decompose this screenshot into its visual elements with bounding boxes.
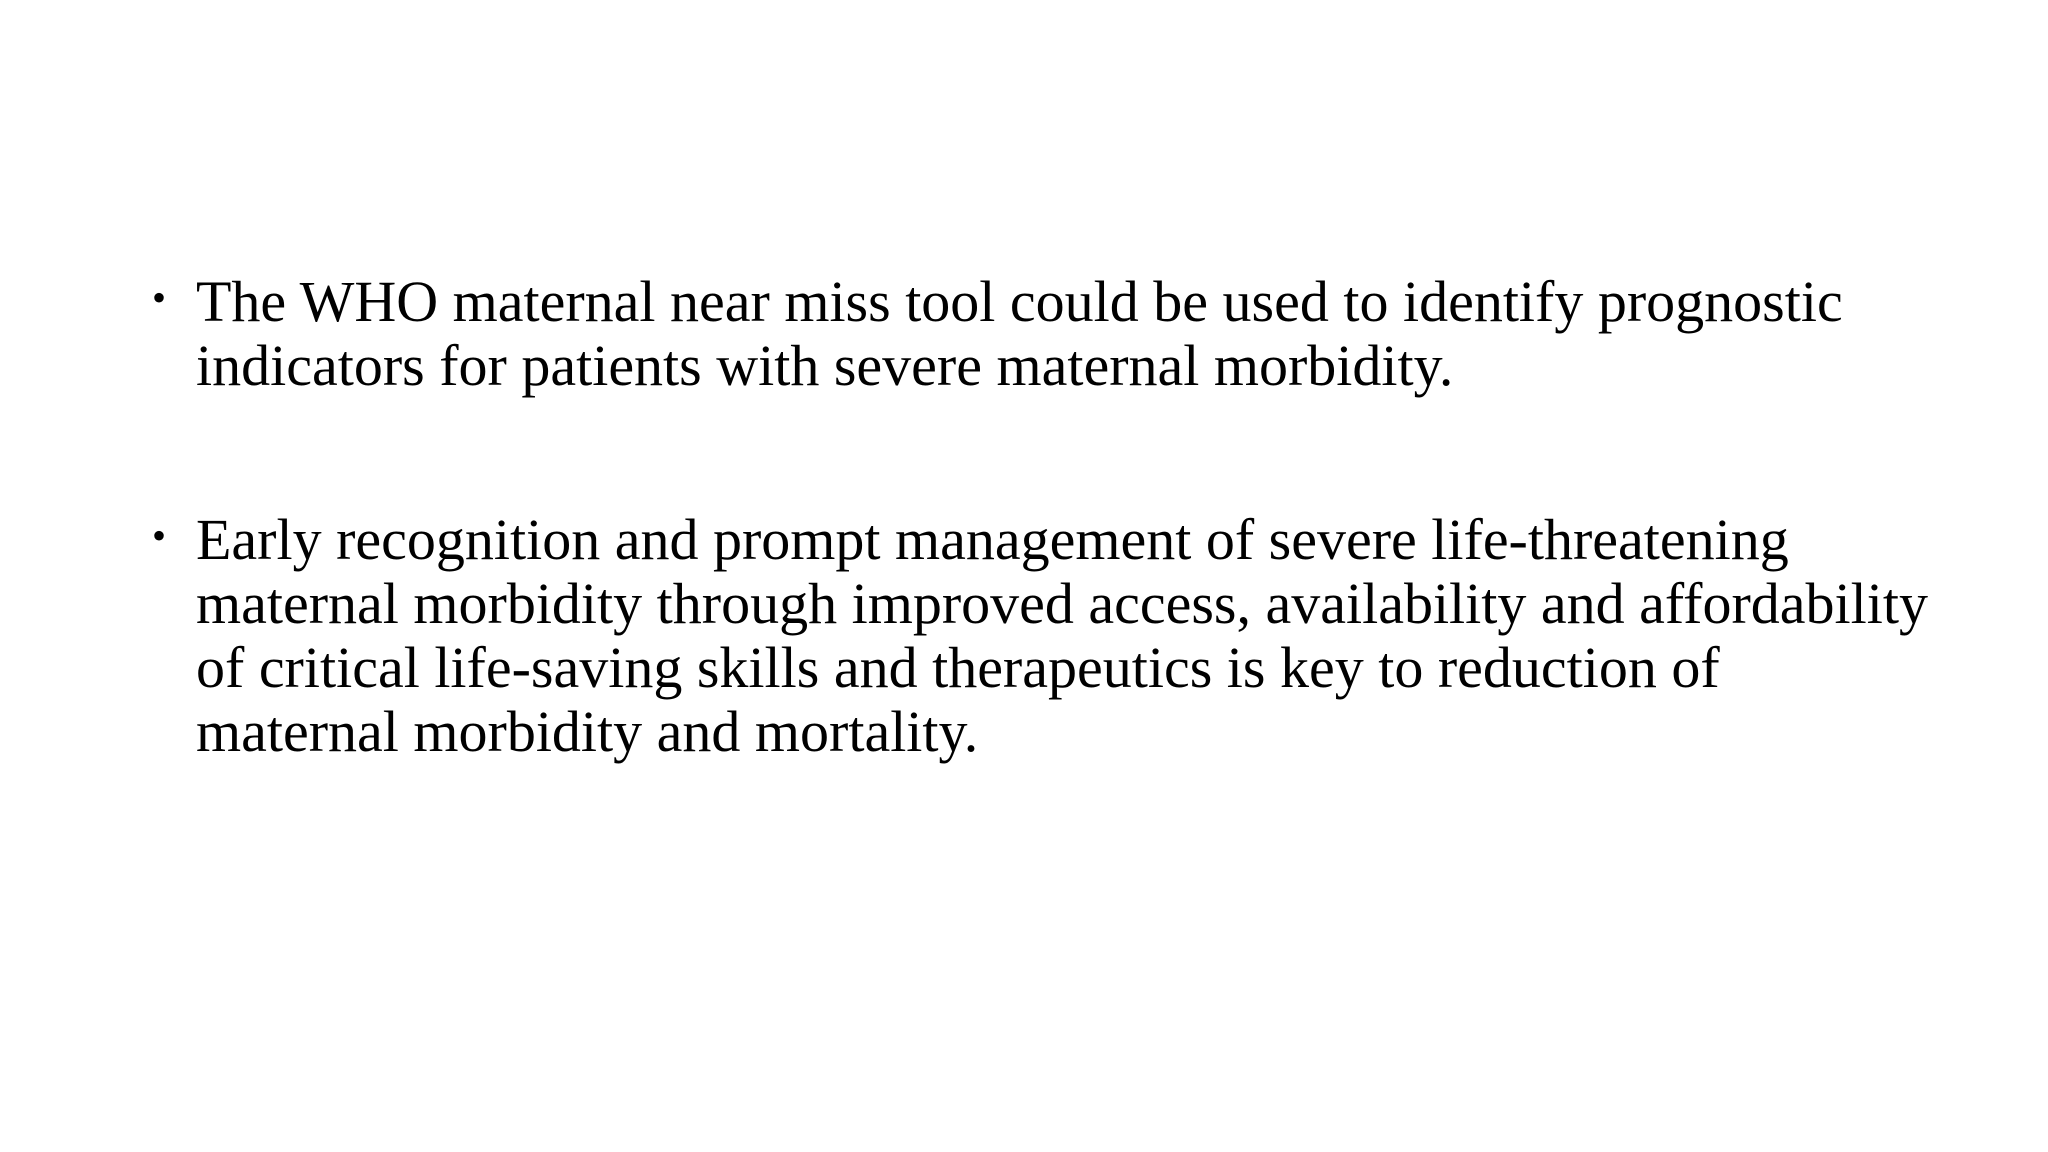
bullet-icon: • xyxy=(152,275,167,320)
bullet-icon: • xyxy=(152,513,167,558)
bullet-text: The WHO maternal near miss tool could be used to identify prognostic indicators for patients with severe maternal morbidity. xyxy=(196,269,1843,398)
bullet-item xyxy=(152,270,1932,398)
bullet-item xyxy=(152,508,1932,764)
bullet-list xyxy=(152,270,1932,764)
bullet-text: Early recognition and prompt management of severe life-threatening maternal morbidity through improved access, availability and affordability of critical life-saving skills and therapeutics is key to reduction of maternal morbidity and mortality. xyxy=(196,507,1928,764)
